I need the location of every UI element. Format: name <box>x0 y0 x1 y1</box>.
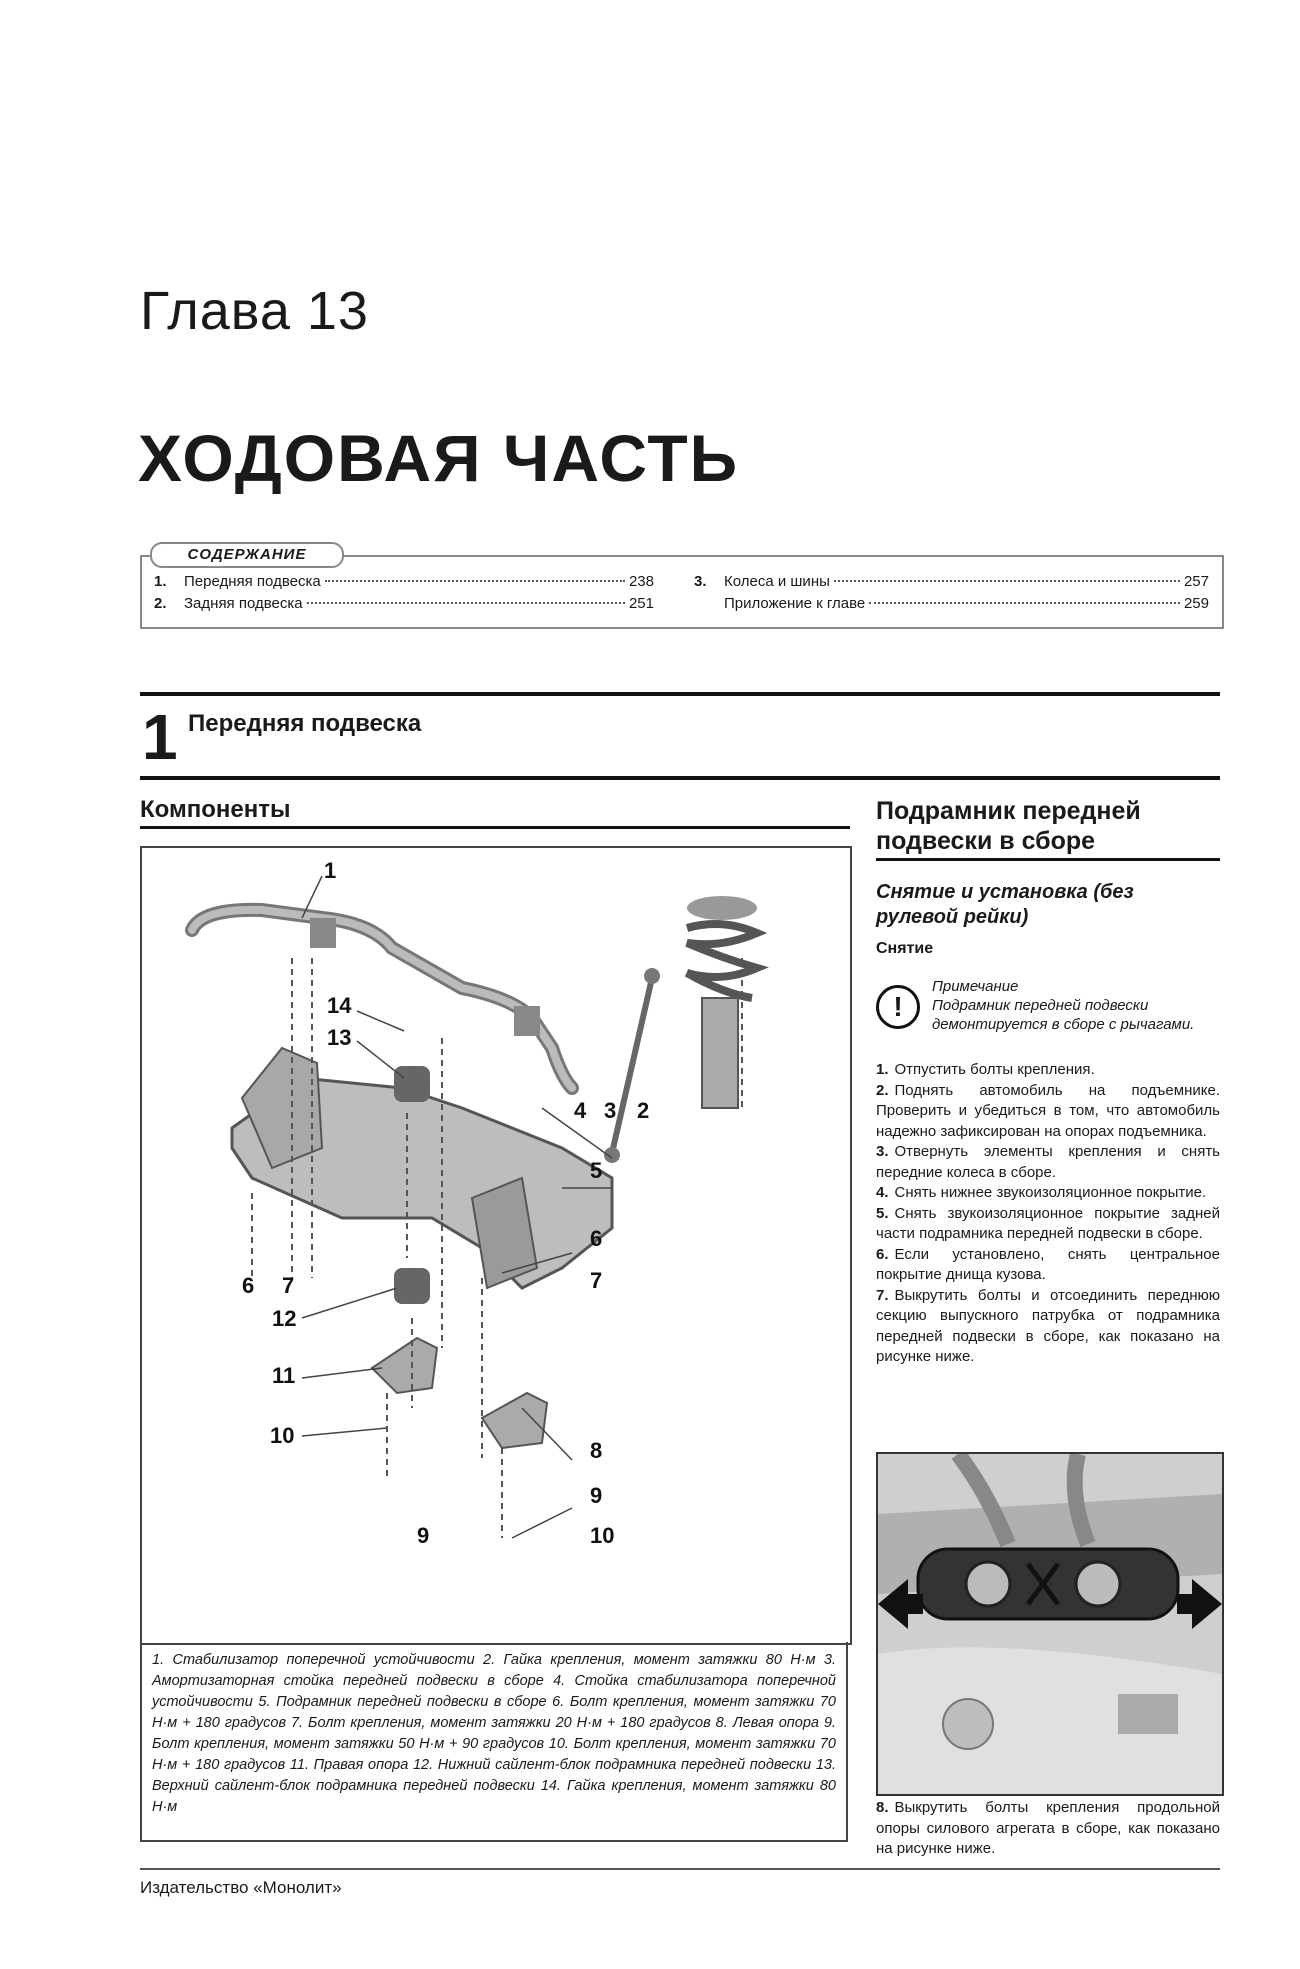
chapter-title: ХОДОВАЯ ЧАСТЬ <box>138 421 740 495</box>
step-item: 3. Отвернуть элементы крепления и снять передние колеса в сборе. <box>876 1143 1220 1181</box>
components-rule <box>140 826 850 829</box>
toc-label: СОДЕРЖАНИЕ <box>150 542 344 568</box>
note-text: Подрамник передней подвески демонтируется в сборе с рычагами. <box>932 997 1195 1033</box>
callout-label: 9 <box>417 1523 430 1548</box>
section-number: 1 <box>142 701 178 773</box>
callout-label: 4 <box>574 1098 587 1123</box>
step-item: 4. Снять нижнее звукоизоляционное покрытие. <box>876 1184 1207 1201</box>
subframe-heading: Подрамник передней подвески в сборе <box>876 797 1141 855</box>
components-heading: Компоненты <box>140 796 291 823</box>
removal-heading: Снятие <box>876 940 934 957</box>
step-item: 7. Выкрутить болты и отсоединить переднюю секцию выпускного патрубка от подрамника передней подвески в сборе, как показано на рисунке ниже. <box>876 1286 1220 1365</box>
step-item: 6. Если установлено, снять центральное покрытие днища кузова. <box>876 1245 1220 1283</box>
procedure-steps <box>876 1060 1220 1368</box>
toc-item[interactable]: Приложение к главе 259 <box>724 595 1209 612</box>
callout-label: 5 <box>590 1158 603 1183</box>
step-item: 5. Снять звукоизоляционное покрытие задней части подрамника передней подвески в сборе. <box>876 1204 1220 1242</box>
toc-item[interactable]: 2. Задняя подвеска 251 <box>154 595 654 612</box>
callout-label: 10 <box>270 1423 295 1448</box>
callout-label: 12 <box>272 1306 297 1331</box>
toc-item[interactable]: 3. Колеса и шины 257 <box>694 573 1209 590</box>
callout-label: 9 <box>590 1483 603 1508</box>
callout-label: 8 <box>590 1438 603 1463</box>
callout-label: 14 <box>327 993 352 1018</box>
procedure-subheading: Снятие и установка (без рулевой рейки) <box>876 881 1134 928</box>
step-item: 8. Выкрутить болты крепления продольной опоры силового агрегата в сборе, как показано на рисунке ниже. <box>876 1799 1220 1857</box>
callout-label: 1 <box>324 858 337 883</box>
toc-item[interactable]: 1. Передняя подвеска 238 <box>154 573 654 590</box>
note-label: Примечание <box>932 978 1019 995</box>
callout-label: 7 <box>282 1273 295 1298</box>
subframe-rule <box>876 858 1220 861</box>
publisher-footer: Издательство «Монолит» <box>140 1878 342 1897</box>
section-title: Передняя подвеска <box>188 710 422 737</box>
diagram-labels <box>142 848 850 1643</box>
suspension-diagram <box>140 846 852 1645</box>
chapter-number: Глава 13 <box>140 281 369 341</box>
callout-label: 3 <box>604 1098 617 1123</box>
exclamation-icon: ! <box>876 985 920 1029</box>
callout-label: 7 <box>590 1268 603 1293</box>
step-item: 1. Отпустить болты крепления. <box>876 1061 1095 1078</box>
diagram-legend: 1. Стабилизатор поперечной устойчивости 2. Гайка крепления, момент затяжки 80 Н·м 3. Амортизаторная стойка передней подвески в сборе 4. Стойка стабилизатора поперечной устойчивости 5. Подрамник передней подвески в сборе 6. Болт крепления, момент затяжки 70 Н·м + 180 градусов 7. Болт крепления, момент затяжки 20 Н·м + 180 градусов 8. Левая опора 9. Болт крепления, момент затяжки 50 Н·м + 90 градусов 10. Болт крепления, момент затяжки 70 Н·м + 180 градусов 11. Правая опора 12. Нижний сайлент-блок подрамника передней подвески 13. Верхний сайлент-блок подрамника передней подвески 14. Гайка крепления, момент затяжки 80 Н·м <box>140 1642 848 1842</box>
callout-label: 11 <box>272 1363 296 1388</box>
callout-label: 6 <box>590 1226 603 1251</box>
callout-label: 6 <box>242 1273 255 1298</box>
section-rule-top <box>140 692 1220 696</box>
callout-label: 10 <box>590 1523 615 1548</box>
exhaust-mount-photo <box>876 1452 1224 1796</box>
step-item: 2. Поднять автомобиль на подъемнике. Проверить и убедиться в том, что автомобиль надежно зафиксирован на опорах подъемника. <box>876 1081 1220 1140</box>
callout-label: 2 <box>637 1098 650 1123</box>
callout-label: 13 <box>327 1025 352 1050</box>
section-rule-bottom <box>140 776 1220 780</box>
footer-rule <box>140 1868 1220 1870</box>
